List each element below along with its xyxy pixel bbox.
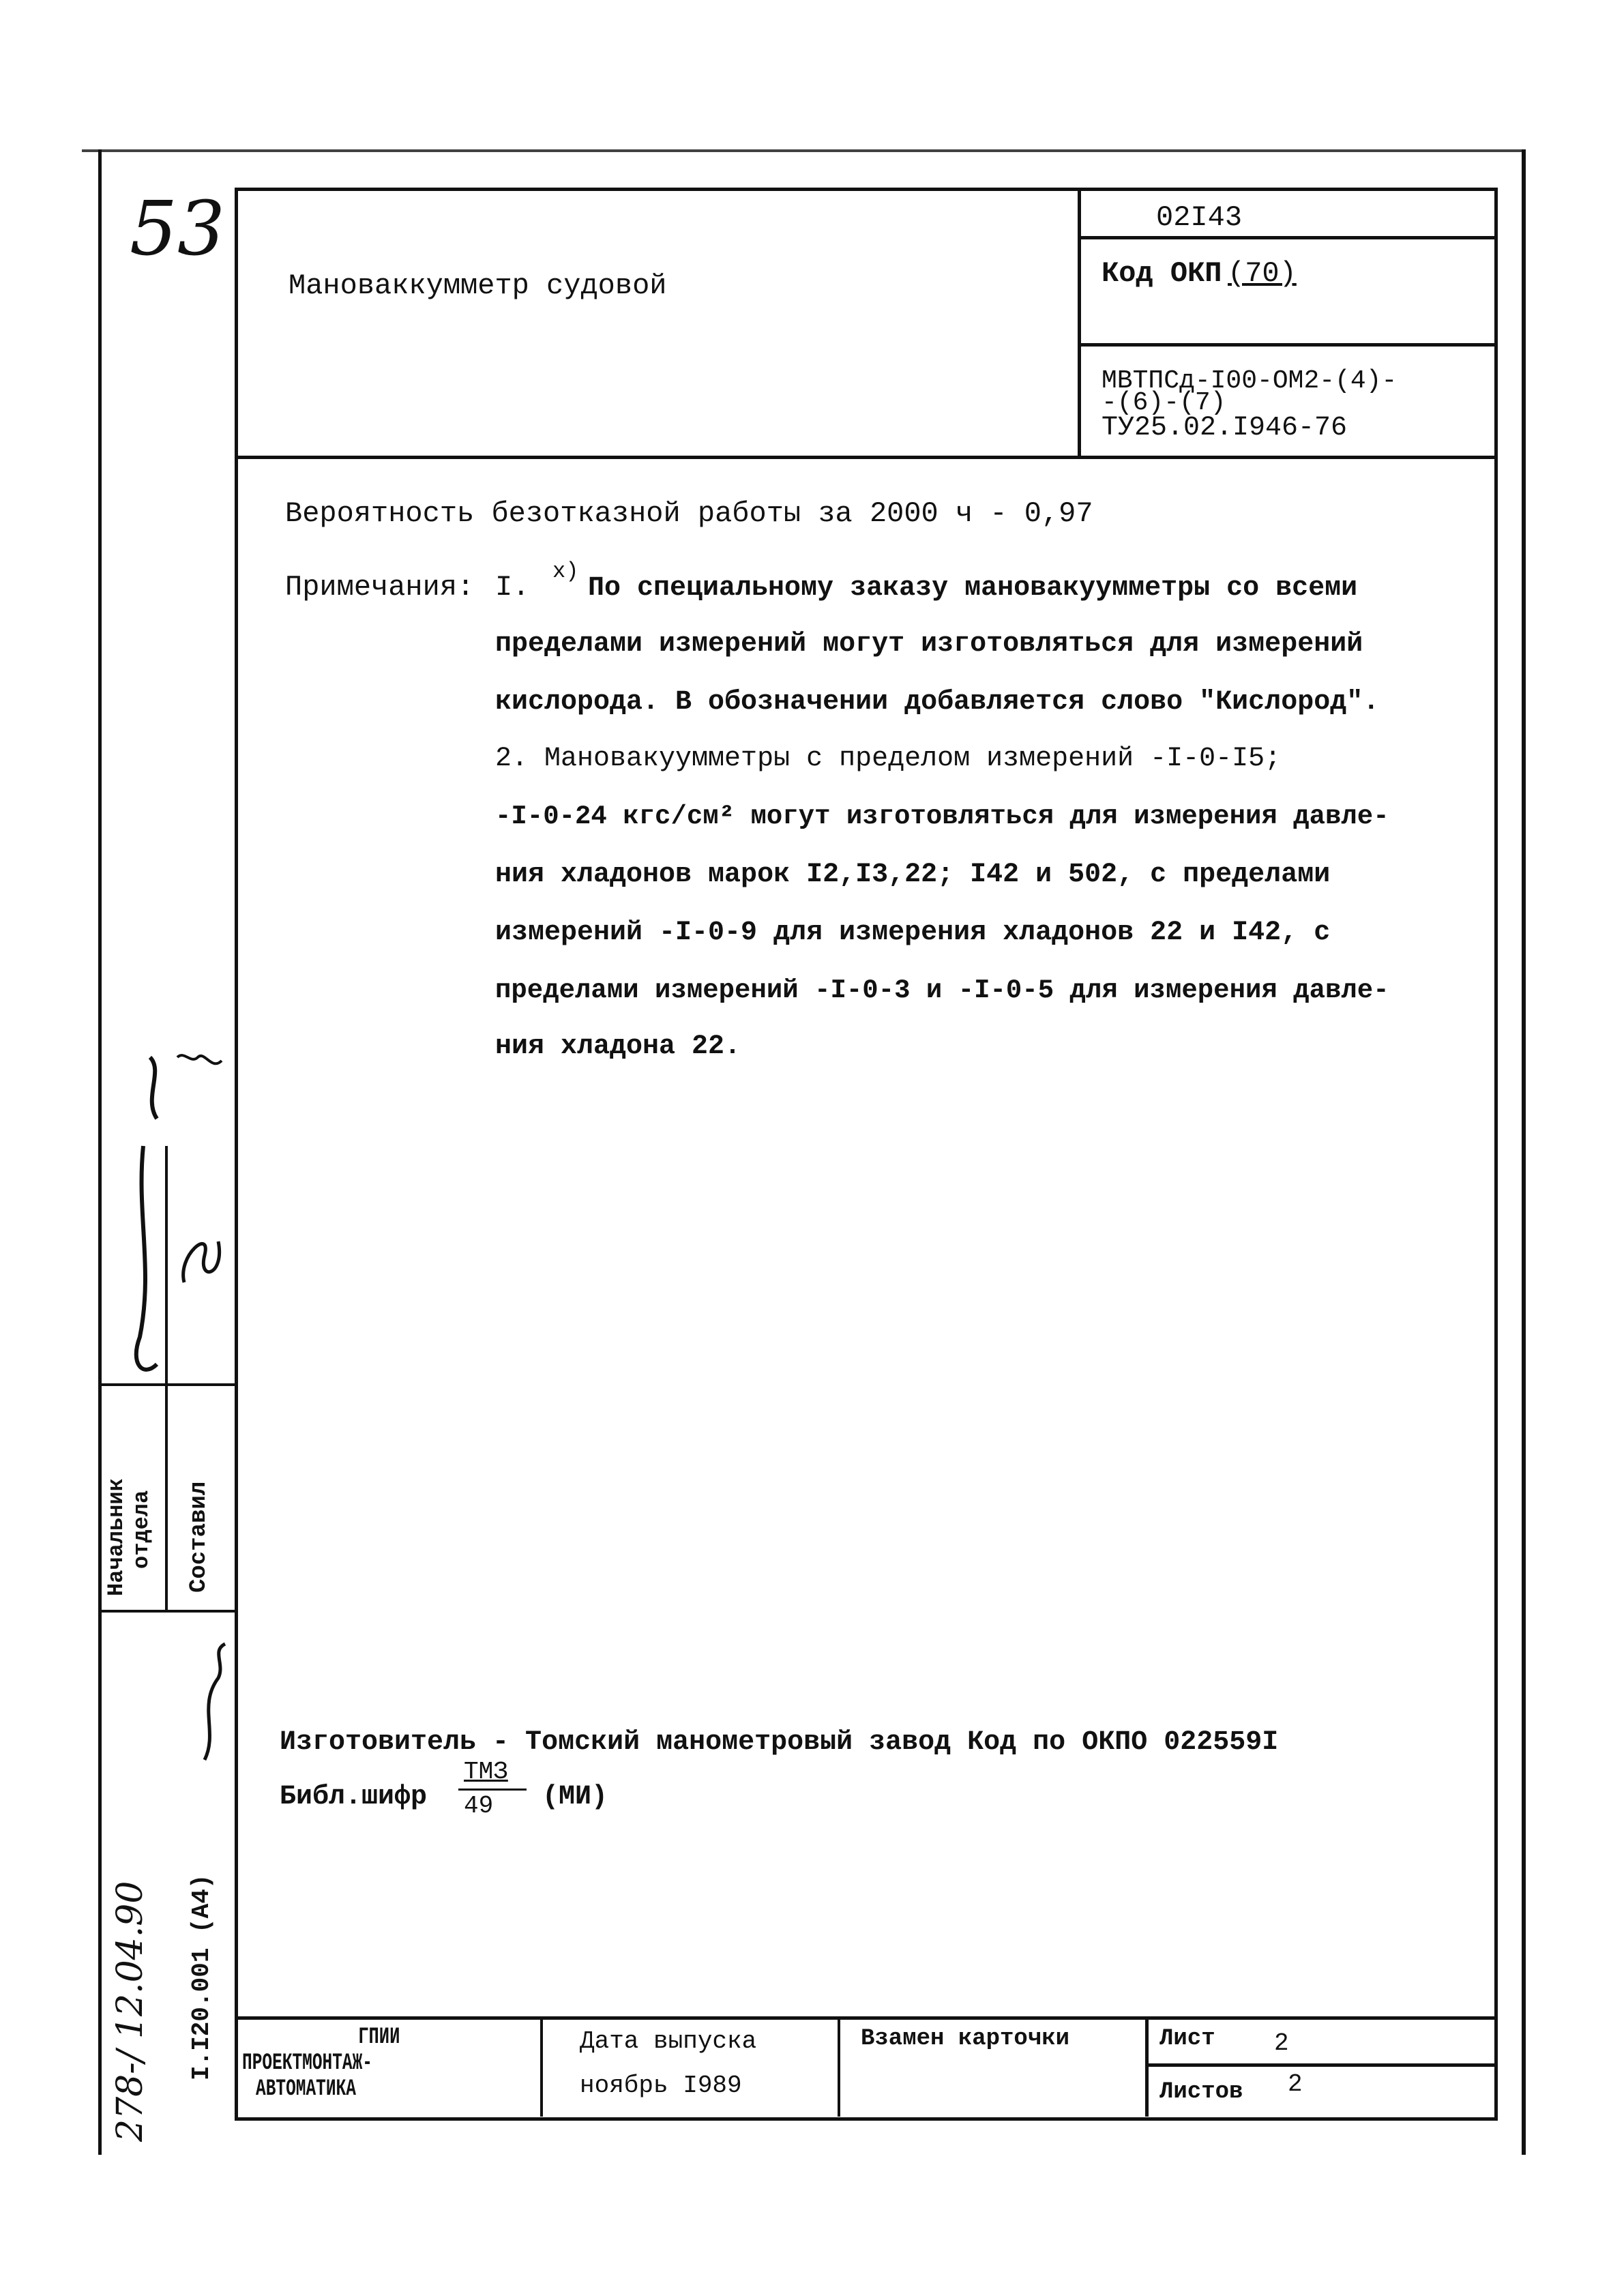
- okp-row-divider: [1078, 343, 1496, 347]
- sheets-value: 2: [1288, 2070, 1303, 2098]
- footer-col-divider: [838, 2018, 840, 2117]
- card-code: 02I43: [1156, 201, 1243, 234]
- note-line: ния хладона 22.: [495, 1031, 741, 1062]
- release-date-label: Дата выпуска: [580, 2027, 757, 2055]
- note1-mark: x): [552, 559, 579, 584]
- outer-right-border: [1522, 149, 1526, 2155]
- sheets-label: Листов: [1159, 2079, 1243, 2105]
- designation-line-2: -(6)-(7): [1102, 388, 1226, 417]
- note-line: кислорода. В обозначении добавляется слово "Кислород".: [495, 687, 1380, 718]
- footer-col-divider: [1145, 2018, 1149, 2117]
- handwritten-reference: 278-/ 12.04.90: [110, 1881, 151, 2142]
- note-line: -I-0-24 кгс/см² могут изготовляться для измерения давле-: [495, 801, 1389, 831]
- head-of-dept-label-1: Начальник: [104, 1478, 129, 1596]
- outer-left-border: [98, 149, 102, 2155]
- okp-label: Код ОКП: [1102, 257, 1222, 290]
- header-divider: [235, 456, 1498, 459]
- card-title: Мановаккумметр судовой: [289, 269, 667, 302]
- code-row-divider: [1078, 236, 1496, 239]
- note-line: пределами измерений -I-0-3 и -I-0-5 для измерения давле-: [495, 975, 1389, 1005]
- note-line: пределами измерений могут изготовляться для измерений: [495, 629, 1363, 660]
- okp-value: (70): [1228, 257, 1297, 290]
- notes-label: Примечания:: [285, 571, 475, 604]
- designation-line-1: МВТПСд-I00-ОМ2-(4)-: [1102, 366, 1398, 396]
- page-number: 53: [130, 185, 225, 272]
- reliability-text: Вероятность безотказной работы за 2000 ч - 0,97: [285, 497, 1093, 530]
- footer-top-divider: [235, 2016, 1498, 2020]
- library-denominator: 49: [464, 1792, 494, 1820]
- org-line-2: ПРОЕКТМОНТАЖ-: [242, 2050, 372, 2076]
- side-strip-mid-line: [100, 1610, 235, 1613]
- header-right-column-divider: [1078, 188, 1081, 457]
- author-label: Составил: [186, 1481, 212, 1593]
- sheet-label: Лист: [1159, 2026, 1215, 2052]
- form-code: I.I20.001 (A4): [188, 1874, 216, 2080]
- card-frame: [235, 188, 1498, 2121]
- outer-top-border: [82, 149, 1524, 152]
- org-line-1: ГПИИ: [358, 2025, 400, 2050]
- org-line-3: АВТОМАТИКА: [256, 2076, 356, 2102]
- manufacturer-line: Изготовитель - Томский манометровый завод Код по ОКПО 022559I: [280, 1727, 1279, 1758]
- signature-approver: [191, 1637, 239, 1773]
- footer-sheet-divider: [1145, 2063, 1496, 2067]
- release-date-value: ноябрь I989: [580, 2072, 742, 2100]
- note-line: 2. Мановакуумметры с пределом измерений -I-0-I5;: [495, 744, 1282, 774]
- tu-number: ТУ25.02.I946-76: [1102, 413, 1348, 443]
- note-line: ния хладонов марок I2,I3,22; I42 и 502, с пределами: [495, 859, 1331, 890]
- footer-col-divider: [540, 2018, 543, 2117]
- note-line: По специальному заказу мановакуумметры со всеми: [588, 573, 1358, 604]
- note1-number: I.: [495, 571, 530, 604]
- library-label: Библ.шифр: [280, 1782, 428, 1812]
- note-line: измерений -I-0-9 для измерения хладонов 22 и I42, с: [495, 917, 1331, 948]
- sheet-value: 2: [1274, 2029, 1289, 2057]
- library-fraction-bar: [458, 1789, 527, 1791]
- replaces-card-label: Взамен карточки: [861, 2026, 1070, 2052]
- library-numerator: ТМЗ: [464, 1758, 508, 1786]
- head-of-dept-label-2: отдела: [129, 1490, 154, 1569]
- signature-author: [171, 1214, 232, 1296]
- library-suffix: (МИ): [542, 1782, 608, 1812]
